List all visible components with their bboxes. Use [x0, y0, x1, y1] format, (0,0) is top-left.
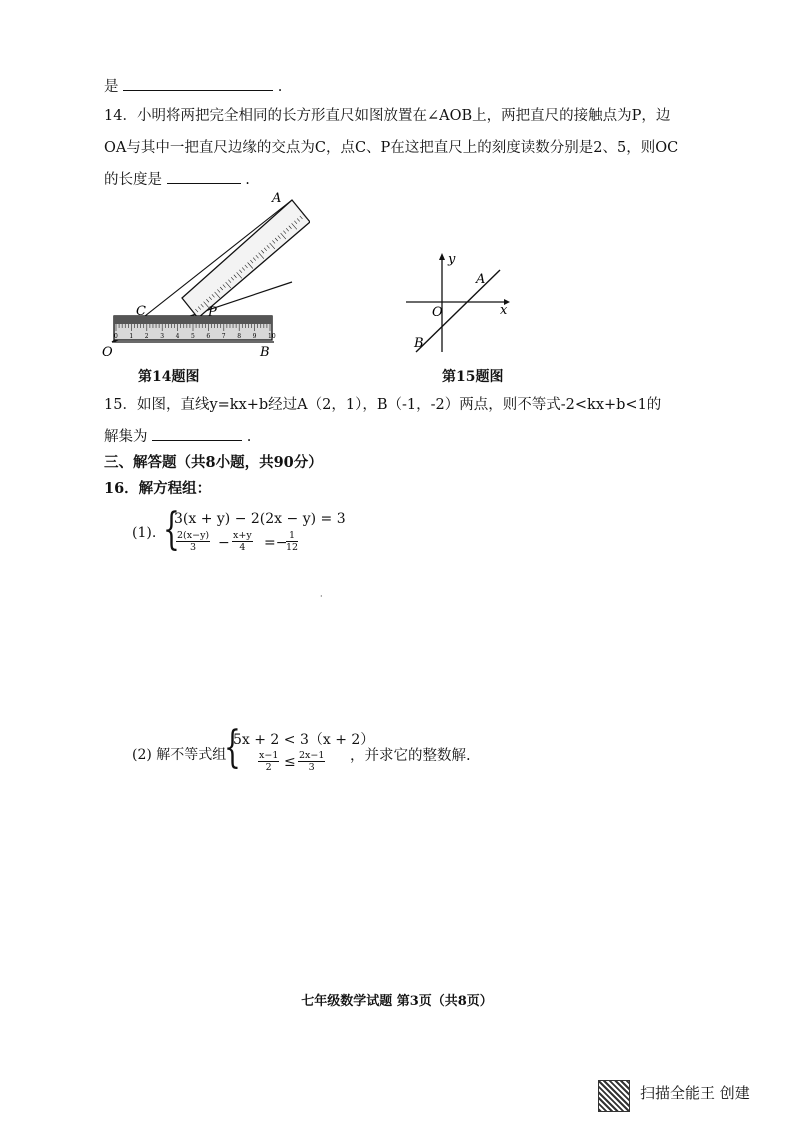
q13-prefix: 是 [104, 79, 119, 95]
figure-15 [400, 248, 520, 360]
scan-dot: · [320, 592, 323, 601]
q16-1-minus: − [218, 535, 230, 551]
q16-2-frac2-den: 3 [308, 762, 315, 773]
ruler-tick-label: 0 [114, 333, 118, 340]
q16-2-frac1-den: 2 [265, 762, 272, 773]
q16-2-brace: { [224, 722, 241, 773]
q16-2-frac2 [298, 750, 325, 773]
label-o: O [102, 345, 113, 360]
q16-2-tail: ，并求它的整数解. [350, 748, 471, 764]
q16-1-brace: { [163, 504, 180, 555]
label-b: B [260, 345, 270, 360]
fig15-caption: 第15题图 [442, 369, 504, 385]
q16-1-frac1-num: 2(x−y) [177, 530, 210, 541]
q16-1-frac1-den: 3 [190, 542, 197, 553]
q15-suffix: . [246, 429, 252, 445]
q13-answer-blank[interactable] [123, 76, 273, 91]
q14-line3 [104, 169, 250, 190]
q16-1-equals: =− [264, 535, 288, 551]
q15-prefix: 解集为 [104, 429, 148, 445]
q16-1-eq1: 3(x + y) − 2(2x − y) = 3 [174, 511, 346, 527]
q14-prefix: 的长度是 [104, 172, 162, 188]
ruler-tick-label: 9 [252, 333, 257, 340]
q16-1-label: (1). [132, 525, 157, 541]
q16-1-frac2 [232, 530, 253, 553]
q16-1-frac3-den: 12 [286, 542, 299, 553]
label-c: C [136, 304, 146, 319]
label-point-a: A [476, 272, 486, 287]
ruler-tick-label: 7 [221, 333, 226, 340]
ruler-tick-label: 5 [191, 333, 195, 340]
ruler-tick-label: 1 [129, 333, 134, 340]
section-3-title: 三、解答题（共8小题，共90分） [104, 454, 323, 471]
q16-2-leq: ≤ [284, 754, 296, 770]
ruler-tick-label: 10 [268, 333, 276, 340]
qr-code-icon [598, 1080, 630, 1112]
ruler-tick-label: 3 [160, 333, 165, 340]
line-ab [416, 270, 500, 352]
label-p: P [208, 305, 217, 320]
fig14-caption: 第14题图 [138, 369, 200, 385]
q16-2-frac2-num: 2x−1 [299, 750, 325, 761]
q15-line2 [104, 426, 251, 447]
q14-answer-blank[interactable] [167, 169, 241, 184]
q16-title: 16．解方程组： [104, 480, 212, 497]
ruler-tick-label: 4 [175, 333, 180, 340]
ruler-tick-label: 8 [237, 333, 242, 340]
q16-2-ineq1: 5x + 2 < 3（x + 2） [233, 732, 375, 748]
q14-line1: 14．小明将两把完全相同的长方形直尺如图放置在∠AOB上，两把直尺的接触点为P，边 [104, 108, 671, 124]
ruler-tick-label: 2 [144, 333, 149, 340]
label-point-b: B [414, 336, 424, 351]
y-axis-arrow [439, 253, 445, 260]
q14-line2: OA与其中一把直尺边缘的交点为C，点C、P在这把直尺上的刻度读数分别是2、5，则OC [104, 140, 679, 156]
q16-1-frac2-den: 4 [239, 542, 246, 553]
q13-answer-line [104, 76, 282, 97]
q16-2-frac1-num: x−1 [259, 750, 279, 761]
label-y: y [448, 252, 456, 267]
q16-1-frac2-num: x+y [233, 530, 252, 541]
page-footer: 七年级数学试题 第3页（共8页） [301, 994, 493, 1009]
scanner-brand: 扫描全能王 创建 [640, 1084, 750, 1102]
q16-1-frac1 [176, 530, 210, 553]
q15-line1: 15．如图，直线y=kx+b经过A（2，1），B（-1，-2）两点，则不等式-2<kx+b<1的 [104, 397, 662, 413]
q16-1-frac3 [286, 530, 298, 553]
label-x: x [500, 303, 508, 318]
tilted-ruler [182, 200, 310, 318]
q16-2-frac1 [258, 750, 279, 773]
q13-suffix: . [277, 79, 283, 95]
q15-answer-blank[interactable] [152, 426, 242, 441]
q16-2-label: (2) 解不等式组 [132, 747, 227, 763]
label-a: A [272, 191, 282, 206]
ruler-tick-label: 6 [206, 333, 211, 340]
figure-14 [100, 188, 310, 368]
q16-1-frac3-num: 1 [286, 530, 298, 542]
q14-suffix: . [245, 172, 250, 188]
label-origin: O [432, 305, 443, 320]
